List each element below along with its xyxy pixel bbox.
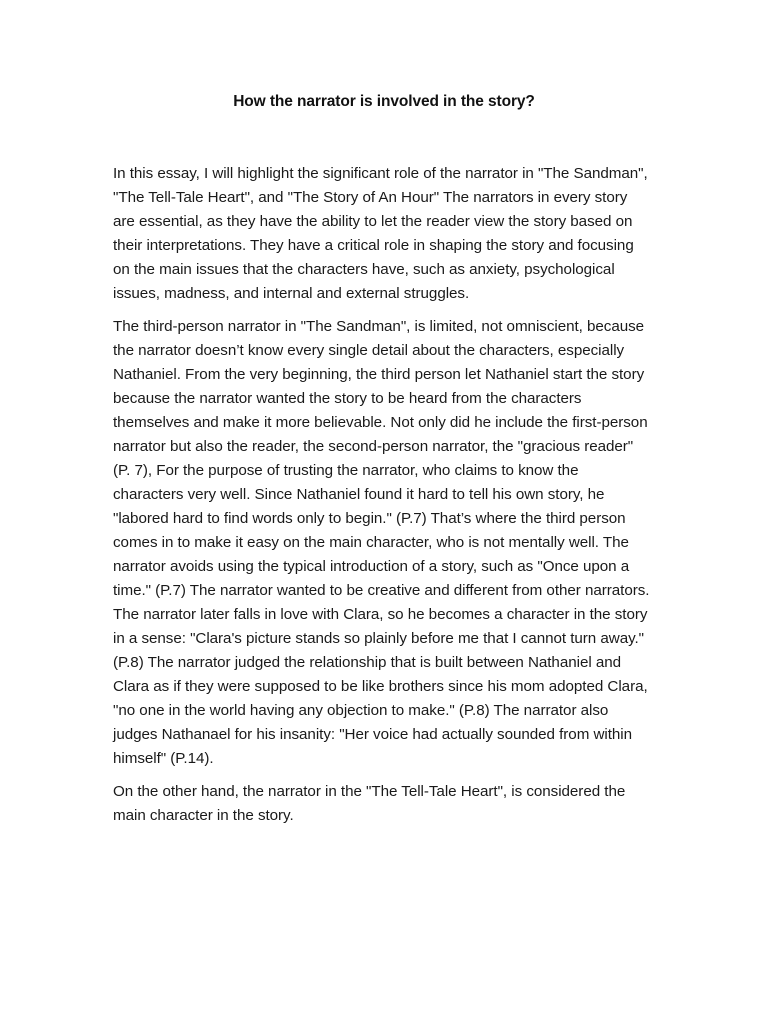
paragraph-intro: In this essay, I will highlight the significant role of the narrator in "The Sandman", "The Tell-Tale Heart", and "The Story of An Hour" The narrators in every story are essential, as they have the ability to let the reader view the story based on their interpretations. They have a critical role in shaping the story and focusing on the main issues that the characters have, such as anxiety, psychological issues, madness, and internal and external struggles. bbox=[113, 165, 648, 302]
document-title: How the narrator is involved in the story? bbox=[233, 93, 535, 110]
paragraph-sandman: The third-person narrator in "The Sandman", is limited, not omniscient, because the narrator doesn’t know every single detail about the characters, especially Nathaniel. From the very beginning, the third person let Nathaniel start the story because the narrator wanted the story to be heard from the characters themselves and make it more believable. Not only did he include the first-person narrator but also the reader, the second-person narrator, the "gracious reader" (P. 7), For the purpose of trusting the narrator, who claims to know the characters very well. Since Nathaniel found it hard to tell his own story, he "labored hard to find words only to begin." (P.7) That’s where the third person comes in to make it easy on the main character, who is not mentally well. The narrator avoids using the typical introduction of a story, such as "Once upon a time." (P.7) The narrator wanted to be creative and different from other narrators. The narrator later falls in love with Clara, so he becomes a character in the story in a sense: "Clara's picture stands so plainly before me that I cannot turn away." (P.8) The narrator judged the relationship that is built between Nathaniel and Clara as if they were supposed to be like brothers since his mom adopted Clara, "no one in the world having any objection to make." (P.8) The narrator also judges Nathanael for his insanity: "Her voice had actually sounded from within himself" (P.14). bbox=[113, 318, 650, 767]
paragraph-tell-tale-heart: On the other hand, the narrator in the "The Tell-Tale Heart", is considered the main character in the story. bbox=[113, 783, 626, 824]
document-body bbox=[113, 162, 651, 837]
